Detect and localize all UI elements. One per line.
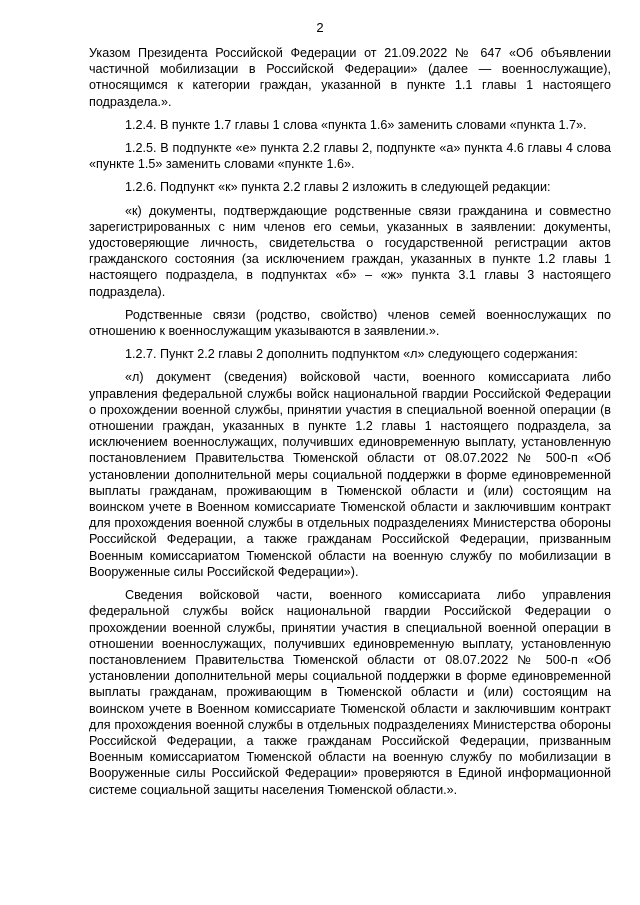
paragraph-1-2-6: 1.2.6. Подпункт «к» пункта 2.2 главы 2 изложить в следующей редакции:: [125, 180, 551, 195]
paragraph-1-2-4: 1.2.4. В пункте 1.7 главы 1 слова «пункта 1.6» заменить словами «пункта 1.7».: [125, 117, 587, 132]
page-number: 2: [316, 20, 324, 35]
paragraph-1-2-5: 1.2.5. В подпункте «е» пункта 2.2 главы 2, подпункте «а» пункта 4.6 главы 4 слова «пункте 1.5» заменить словами «пункте 1.6».: [89, 141, 611, 172]
paragraph-information-check: Сведения войсковой части, военного комиссариата либо управления федеральной службы войск национальной гвардии Российской Федерации о прохождении военной службы, принятии участия в специальной военной операции в отношении военнослужащих, получивших единовременную выплату, установленную постановлением Правительства Тюменской области от 08.07.2022 № 500-п «Об установлении дополнительной меры социальной поддержки в форме единовременной выплаты гражданам, проживающим в Тюменской области и (или) состоящим на воинском учете в Военном комиссариате Тюменской области и заключившим контракт для прохождения военной службы в отдельных подразделениях Министерства обороны Российской Федерации, а также гражданам Российской Федерации, призванным Военным комиссариатом Тюменской области на военную службу по мобилизации в Вооруженные силы Российской Федерации» проверяются в Единой информационной системе социальной защиты населения Тюменской области.».: [89, 588, 611, 797]
paragraph-continuation: Указом Президента Российской Федерации от 21.09.2022 № 647 «Об объявлении частичной мобилизации в Российской Федерации» (далее — военнослужащие), относящимся к категории граждан, указанной в пункте 1.1 главы 1 настоящего подраздела.».: [89, 46, 611, 109]
document-body: [89, 45, 611, 805]
paragraph-family-relations: Родственные связи (родство, свойство) членов семей военнослужащих по отношению к военнослужащим указываются в заявлении.».: [89, 307, 611, 339]
paragraph-subitem-k: «к) документы, подтверждающие родственные связи гражданина и совместно зарегистрированных с ним членов его семьи, указанных в заявлении: документы, удостоверяющие личность, свидетельства о государственной регистрации актов гражданского состояния (за исключением граждан, указанных в пункте 1.2 главы 1 настоящего подраздела, в подпунктах «б» – «ж» пункта 3.1 главы 3 настоящего подраздела).: [89, 203, 611, 299]
paragraph-1-2-7: 1.2.7. Пункт 2.2 главы 2 дополнить подпунктом «л» следующего содержания:: [125, 347, 578, 362]
paragraph-subitem-l: «л) документ (сведения) войсковой части, военного комиссариата либо управления федеральной службы войск национальной гвардии Российской Федерации о прохождении военной службы, принятии участия в специальной военной операции (в отношении граждан, указанных в пункте 1.2 главы 1 настоящего подраздела, за исключением военнослужащих, получивших единовременную выплату, установленную постановлением Правительства Тюменской области от 08.07.2022 № 500-п «Об установлении дополнительной меры социальной поддержки в форме единовременной выплаты гражданам, проживающим в Тюменской области и (или) состоящим на воинском учете в Военном комиссариате Тюменской области и заключившим контракт для прохождения военной службы в отдельных подразделениях Министерства обороны Российской Федерации, а также гражданам Российской Федерации, призванным Военным комиссариатом Тюменской области на военную службу по мобилизации в Вооруженные силы Российской Федерации»).: [89, 370, 611, 579]
